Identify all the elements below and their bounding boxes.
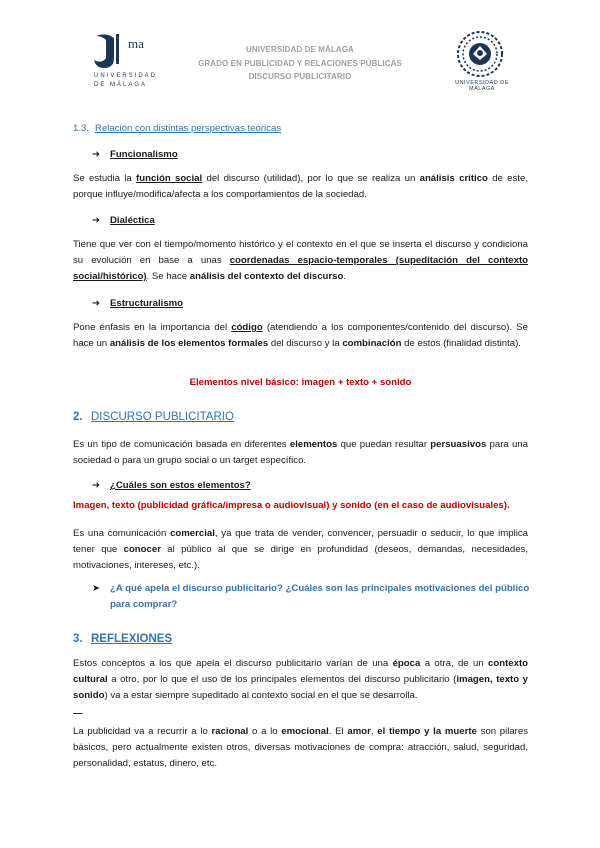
university-seal-icon [456, 30, 504, 78]
estructuralismo-title: Estructuralismo [110, 298, 184, 309]
estructuralismo-paragraph: Pone énfasis en la importancia del código (atendiendo a los componentes/contenido del discurso). Se hace un análisis de los elementos formales del discurso y la combinación de estos (finalidad distinta). [73, 322, 528, 350]
motivations-paragraph: La publicidad va a recurrir a lo racional o a lo emocional. El amor, el tiempo y la muerte son pilares básicos, pero actualmente existen otros, diversas motivaciones de compra: atracción, salud, seguridad, personalidad, estatus, dinero, etc. [73, 726, 529, 770]
arrow-right-icon: ➔ [92, 149, 101, 160]
section-3-heading [73, 631, 172, 647]
funcionalismo-title: Funcionalismo [110, 149, 178, 160]
section-1-3-heading [73, 122, 281, 136]
section-2-number: 2. [73, 411, 83, 423]
uma-caption-line1: UNIVERSIDAD [94, 73, 158, 79]
uma-logo-caption [94, 72, 157, 90]
dialectica-heading [92, 214, 155, 228]
basic-elements-note: Elementos nivel básico: imagen + texto + sonido [189, 377, 412, 388]
page-header [180, 43, 420, 84]
section-1-3-title: Relación con distintas perspectivas teóricas [95, 123, 282, 134]
arrow-right-icon: ➔ [92, 480, 101, 491]
section-2-heading [73, 409, 234, 425]
uma-caption-line2: DE MÁLAGA [94, 82, 148, 88]
funcionalismo-paragraph: Se estudia la función social del discurso (utilidad), por lo que se realiza un análisis crítico de este, porque influye/modifica/afecta a los comportamientos de la sociedad. [73, 173, 528, 201]
elements-question-text: ¿Cuáles son estos elementos? [110, 480, 251, 491]
motivations-question-text: ¿A qué apela el discurso publicitario? ¿Cuáles son las principales motivaciones del público para comprar? [110, 583, 530, 610]
section-3-title: REFLEXIONES [91, 633, 173, 645]
uma-logo-mark [92, 28, 152, 72]
reflections-paragraph: Estos conceptos a los que apela el discurso publicitario varían de una época a otra, de un contexto cultural a otro, por lo que el uso de los principales elementos del discurso publicitario (imagen, texto y sonido) va a estar siempre supeditado al contexto social en el que se desarrolla. [73, 658, 529, 702]
elements-answer: Imagen, texto (publicidad gráfica/impresa o audiovisual) y sonido (en el caso de audiovisuales). [73, 500, 510, 511]
section-3-number: 3. [73, 633, 83, 645]
header-degree: GRADO EN PUBLICIDAD Y RELACIONES PÚBLICAS [198, 58, 402, 68]
section-2-title: DISCURSO PUBLICITARIO [91, 411, 234, 423]
dialectica-paragraph: Tiene que ver con el tiempo/momento histórico y el contexto en el que se inserta el discurso y condiciona su evolución en base a unas coordenadas espacio-temporales (supeditación del contexto social/histórico). Se hace análisis del contexto del discurso. [73, 239, 529, 283]
uma-logo-text: ma [128, 36, 144, 51]
arrowhead-icon: ➤ [92, 583, 101, 594]
header-university: UNIVERSIDAD DE MÁLAGA [246, 45, 354, 54]
header-subject: DISCURSO PUBLICITARIO [248, 72, 352, 81]
arrow-right-icon: ➔ [92, 215, 101, 226]
estructuralismo-heading [92, 297, 183, 311]
funcionalismo-heading [92, 148, 178, 162]
commercial-paragraph: Es una comunicación comercial, ya que trata de vender, convencer, persuadir o seducir, lo que implica tener que conocer al público al que se dirige en profundidad (deseos, demandas, necesidades, motivaciones, intereses, etc.). [73, 528, 529, 572]
dialectica-title: Dialéctica [110, 215, 155, 226]
section-2-intro: Es un tipo de comunicación basada en diferentes elementos que puedan resultar persuasivos para una sociedad o para un grupo social o un target específico. [73, 439, 528, 467]
elements-question [92, 479, 251, 493]
arrow-right-icon: ➔ [92, 298, 101, 309]
motivations-question [92, 581, 532, 613]
separator-dash: — [73, 708, 83, 719]
seal-caption: UNIVERSIDAD DE MÁLAGA [455, 80, 509, 92]
section-1-3-number: 1.3. [73, 123, 90, 134]
